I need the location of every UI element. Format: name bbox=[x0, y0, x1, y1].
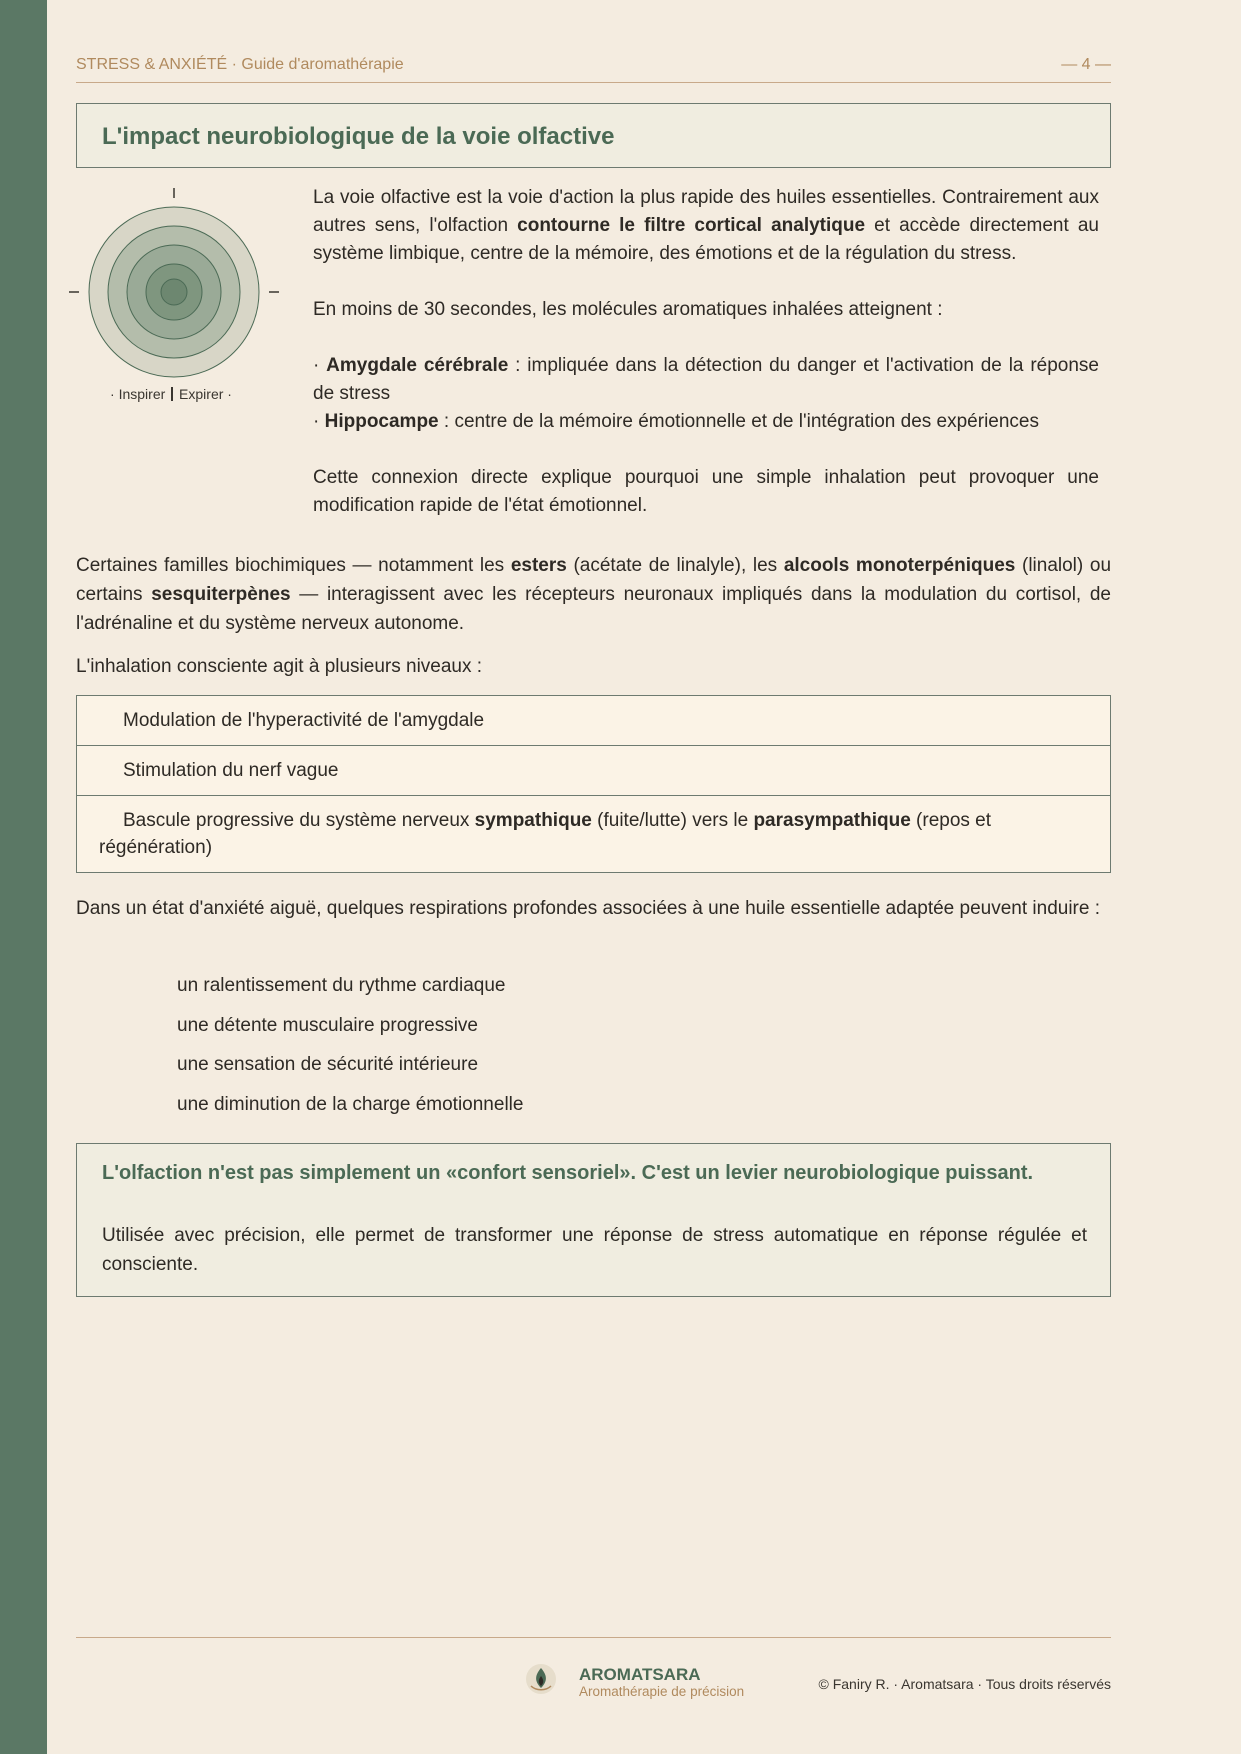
text-run: (fuite/lutte) vers le bbox=[591, 810, 754, 831]
text-run: (linalol) ou certains bbox=[76, 555, 1112, 605]
intro-emphasis: contourne le filtre cortical analytique bbox=[517, 215, 866, 236]
target-term: Hippocampe bbox=[324, 411, 439, 432]
caption-exhale: Expirer · bbox=[179, 386, 232, 402]
breathing-figure bbox=[64, 184, 284, 404]
takeaway-lead: L'olfaction n'est pas simplement un «confort sensoriel». C'est un levier neurobiologique puissant. bbox=[102, 1162, 1034, 1184]
brand-tagline: Aromathérapie de précision bbox=[579, 1684, 745, 1699]
footer-brand bbox=[579, 1666, 744, 1700]
text-run: (repos et régénération) bbox=[99, 810, 992, 858]
list-item: une détente musculaire progressive bbox=[177, 1014, 479, 1036]
text-run: Bascule progressive du système nerveux bbox=[123, 810, 475, 831]
term-monoterpenols: alcools monoterpéniques bbox=[783, 555, 1016, 576]
target-term: Amygdale cérébrale bbox=[326, 355, 509, 376]
intro-targets-lead: En moins de 30 secondes, les molécules aromatiques inhalées atteignent : bbox=[313, 299, 943, 320]
intro-conclusion: Cette connexion directe explique pourquoi une simple inhalation peut provoquer une modification rapide de l'état émotionnel. bbox=[313, 467, 1099, 516]
list-item: une sensation de sécurité intérieure bbox=[177, 1054, 479, 1075]
anxiety-intro: Dans un état d'anxiété aiguë, quelques respirations profondes associées à une huile essentielle adaptée peuvent induire : bbox=[76, 898, 1100, 919]
text-run: — interagissent avec les récepteurs neuronaux impliqués dans la modulation du cortisol, de l'adrénaline et du système nerveux autonome. bbox=[76, 584, 1111, 634]
header-title: STRESS & ANXIÉTÉ · Guide d'aromathérapie bbox=[76, 56, 404, 73]
text-run: Certaines familles biochimiques — notamment les bbox=[76, 555, 511, 576]
intro-paragraph bbox=[313, 184, 1099, 268]
section-title: L'impact neurobiologique de la voie olfactive bbox=[102, 123, 615, 150]
text-run: (acétate de linalyle), les bbox=[566, 555, 784, 576]
term-sympathetic: sympathique bbox=[474, 810, 592, 831]
levels-intro: L'inhalation consciente agit à plusieurs niveaux : bbox=[76, 656, 483, 677]
term-parasympathetic: parasympathique bbox=[753, 810, 911, 831]
effects-list bbox=[177, 970, 523, 1128]
target-description: : centre de la mémoire émotionnelle et de l'intégration des expériences bbox=[438, 411, 1039, 432]
bullet-mark: · bbox=[313, 355, 327, 376]
breathing-circles-icon bbox=[64, 184, 284, 404]
term-sesquiterpenes: sesquiterpènes bbox=[151, 584, 291, 605]
caption-divider-icon bbox=[171, 387, 173, 401]
aromatsara-logo-icon bbox=[525, 1663, 557, 1695]
intro-text-run: La voie olfactive est la voie d'action la plus rapide des huiles essentielles. Contrairement aux autres sens, l'olfaction bbox=[313, 187, 1099, 236]
list-item: un ralentissement du rythme cardiaque bbox=[177, 975, 506, 996]
brand-name: AROMATSARA bbox=[579, 1665, 701, 1684]
intro-text-run: et accède directement au système limbique, centre de la mémoire, des émotions et de la régulation du stress. bbox=[313, 215, 1099, 264]
bullet-mark: · bbox=[313, 411, 325, 432]
levels-table bbox=[76, 695, 1111, 873]
section-title-box bbox=[76, 103, 1111, 168]
target-amygdala bbox=[313, 352, 1099, 408]
intro-text bbox=[313, 184, 1099, 520]
key-takeaway-box bbox=[76, 1143, 1111, 1297]
level-row: Stimulation du nerf vague bbox=[77, 746, 1110, 796]
page-number: — 4 — bbox=[1061, 56, 1111, 73]
level-row bbox=[77, 796, 1110, 872]
caption-inhale: · Inspirer bbox=[110, 386, 166, 402]
sidebar-accent-bar bbox=[0, 0, 47, 1754]
level-row: Modulation de l'hyperactivité de l'amygdale bbox=[77, 696, 1110, 746]
target-hippocampus bbox=[313, 408, 1099, 436]
takeaway-body: Utilisée avec précision, elle permet de transformer une réponse de stress automatique en réponse régulée et consciente. bbox=[102, 1225, 1087, 1275]
footer-divider bbox=[76, 1637, 1111, 1638]
term-esters: esters bbox=[510, 555, 567, 576]
running-header bbox=[76, 54, 1111, 83]
target-description: : impliquée dans la détection du danger et l'activation de la réponse de stress bbox=[313, 355, 1099, 404]
list-item: une diminution de la charge émotionnelle bbox=[177, 1093, 524, 1115]
breathing-caption bbox=[76, 386, 266, 402]
copyright-notice: © Faniry R. · Aromatsara · Tous droits réservés bbox=[818, 1676, 1111, 1692]
biochemistry-paragraph bbox=[76, 551, 1111, 638]
